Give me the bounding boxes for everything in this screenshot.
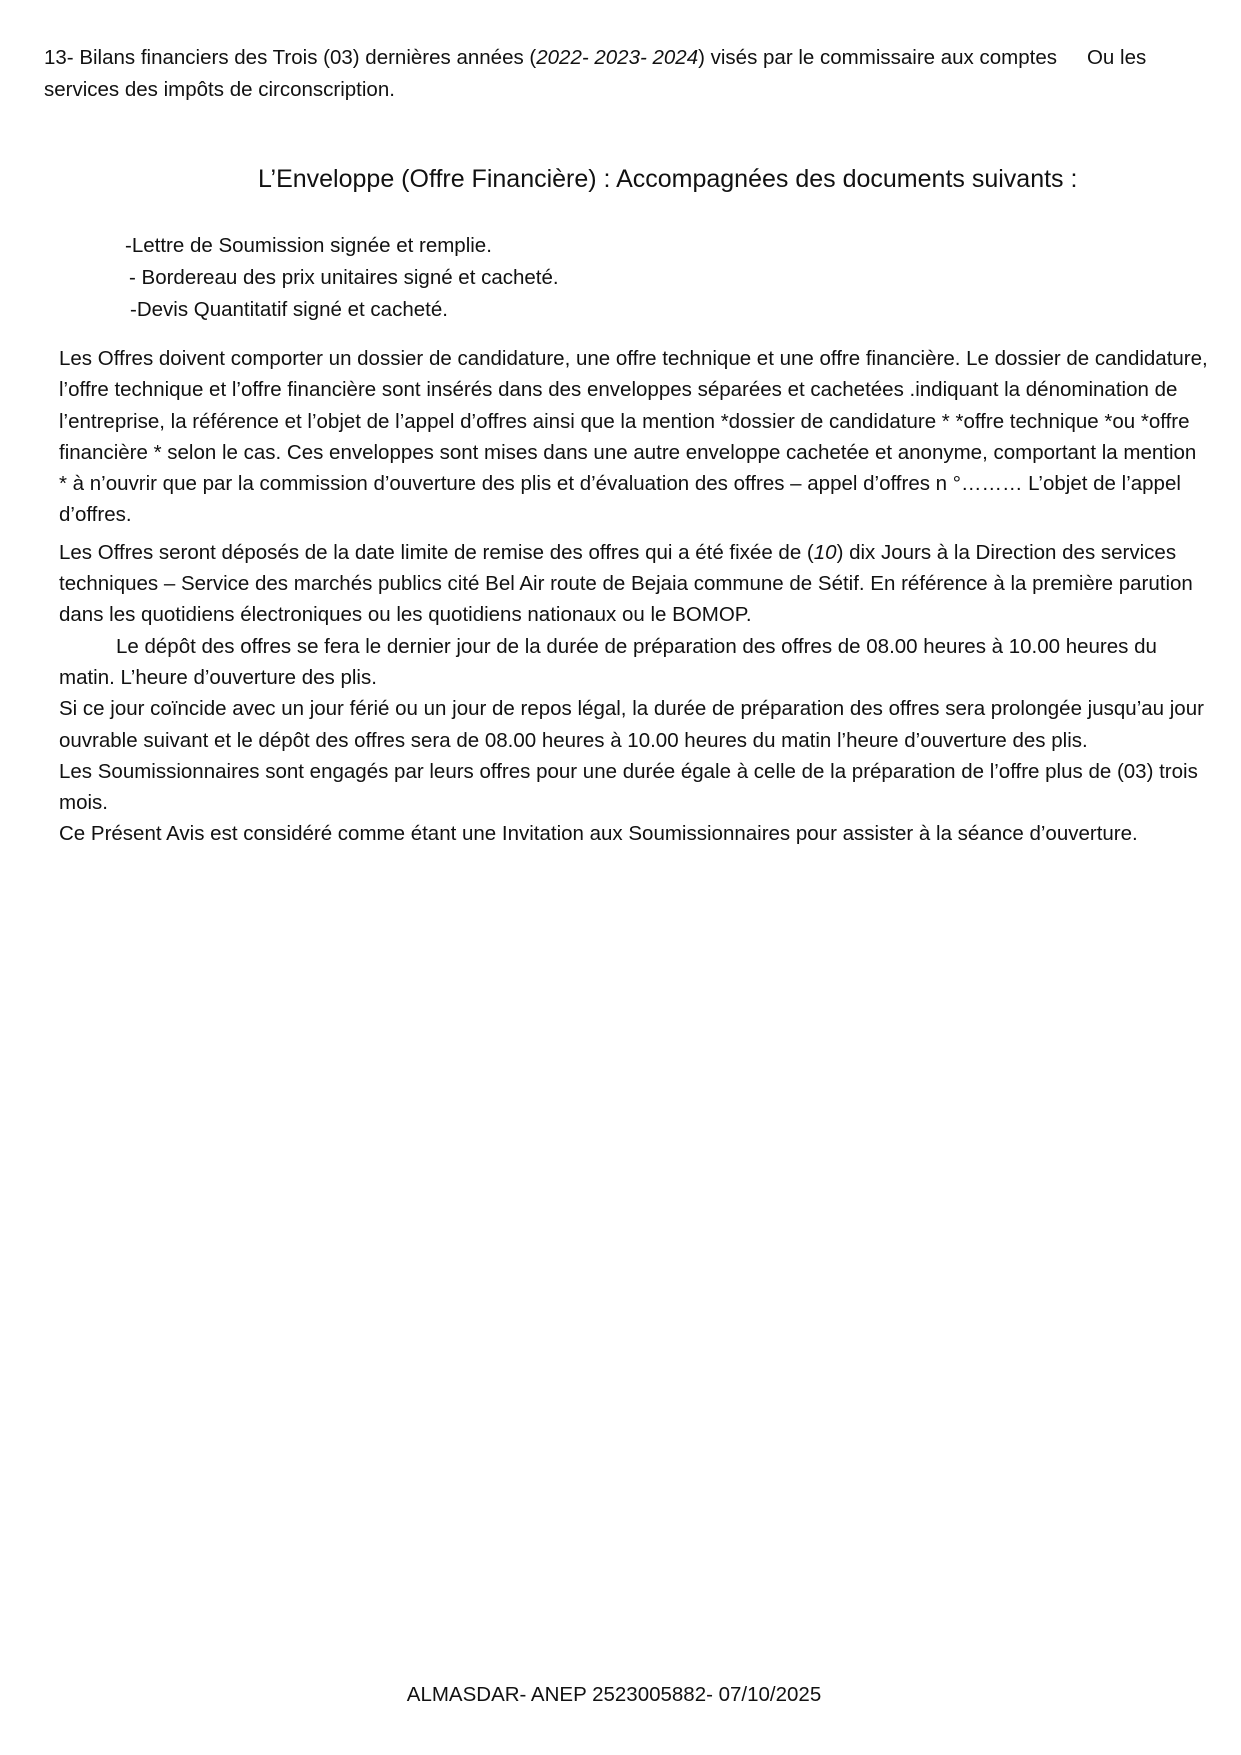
deadline-text-start: Les Offres seront déposés de la date limite de remise des offres qui a été fixée de ( <box>59 540 814 564</box>
item-13-text-start: 13- Bilans financiers des Trois (03) dernières années ( <box>44 46 537 69</box>
paragraph-offer-validity: Les Soumissionnaires sont engagés par leurs offres pour une durée égale à celle de la préparation de l’offre plus de (03) trois mois. <box>59 759 1198 815</box>
paragraph-holiday-extension: Si ce jour coïncide avec un jour férié ou un jour de repos légal, la durée de préparation des offres sera prolongée jusqu’au jour ouvrable suivant et le dépôt des offres sera de 08.00 heures à 10.00 heures du matin l’heure d’ouverture des plis. <box>59 697 1204 752</box>
list-item: -Lettre de Soumission signée et remplie. <box>125 234 492 257</box>
item-13-text-end: Ou les services des impôts de circonscription. <box>44 46 1147 101</box>
paragraph-deposit-hours: Le dépôt des offres se fera le dernier jour de la durée de préparation des offres de 08.00 heures à 10.00 heures du matin. L’heure d’ouverture des plis. <box>59 634 1157 689</box>
list-item: - Bordereau des prix unitaires signé et cacheté. <box>129 266 559 289</box>
footer-reference <box>0 1680 1160 1710</box>
financial-offer-heading: L’Enveloppe (Offre Financière) : Accompagnées des documents suivants : <box>258 165 1078 193</box>
item-13-text-middle: ) visés par le commissaire aux comptes <box>698 46 1057 69</box>
notice-body <box>59 343 1209 850</box>
required-documents-list <box>125 230 925 326</box>
paragraph-deposit-deadline <box>59 537 1209 631</box>
item-13-financial-statements <box>44 42 1194 106</box>
deadline-days: 10 <box>813 540 837 564</box>
paragraph-offer-contents: Les Offres doivent comporter un dossier de candidature, une offre technique et une offre financière. Le dossier de candidature, l’offre technique et l’offre financière sont insérés dans des enveloppes séparées et cachetées .indiquant la dénomination de l’entreprise, la référence et l’objet de l’appel d’offres ainsi que la mention *dossier de candidature * *offre technique *ou *offre financière * selon le cas. Ces enveloppes sont mises dans une autre enveloppe cachetée et anonyme, comportant la mention * à n’ouvrir que par la commission d’ouverture des plis et d’évaluation des offres – appel d’offres n °……… L’objet de l’appel d’offres. <box>59 347 1208 527</box>
item-13-years: 2022- 2023- 2024 <box>536 46 699 69</box>
list-item: -Devis Quantitatif signé et cacheté. <box>130 298 448 321</box>
footer-text: ALMASDAR- ANEP 2523005882- 07/10/2025 <box>406 1683 822 1706</box>
deadline-text-end: ) dix Jours à la Direction des services techniques – Service des marchés publics cité Bel Air route de Bejaia commune de Sétif. En référence à la première parution dans les quotidiens électroniques ou les quotidiens nationaux ou le BOMOP. <box>59 540 1193 627</box>
paragraph-invitation: Ce Présent Avis est considéré comme étant une Invitation aux Soumissionnaires pour assister à la séance d’ouverture. <box>59 822 1138 846</box>
